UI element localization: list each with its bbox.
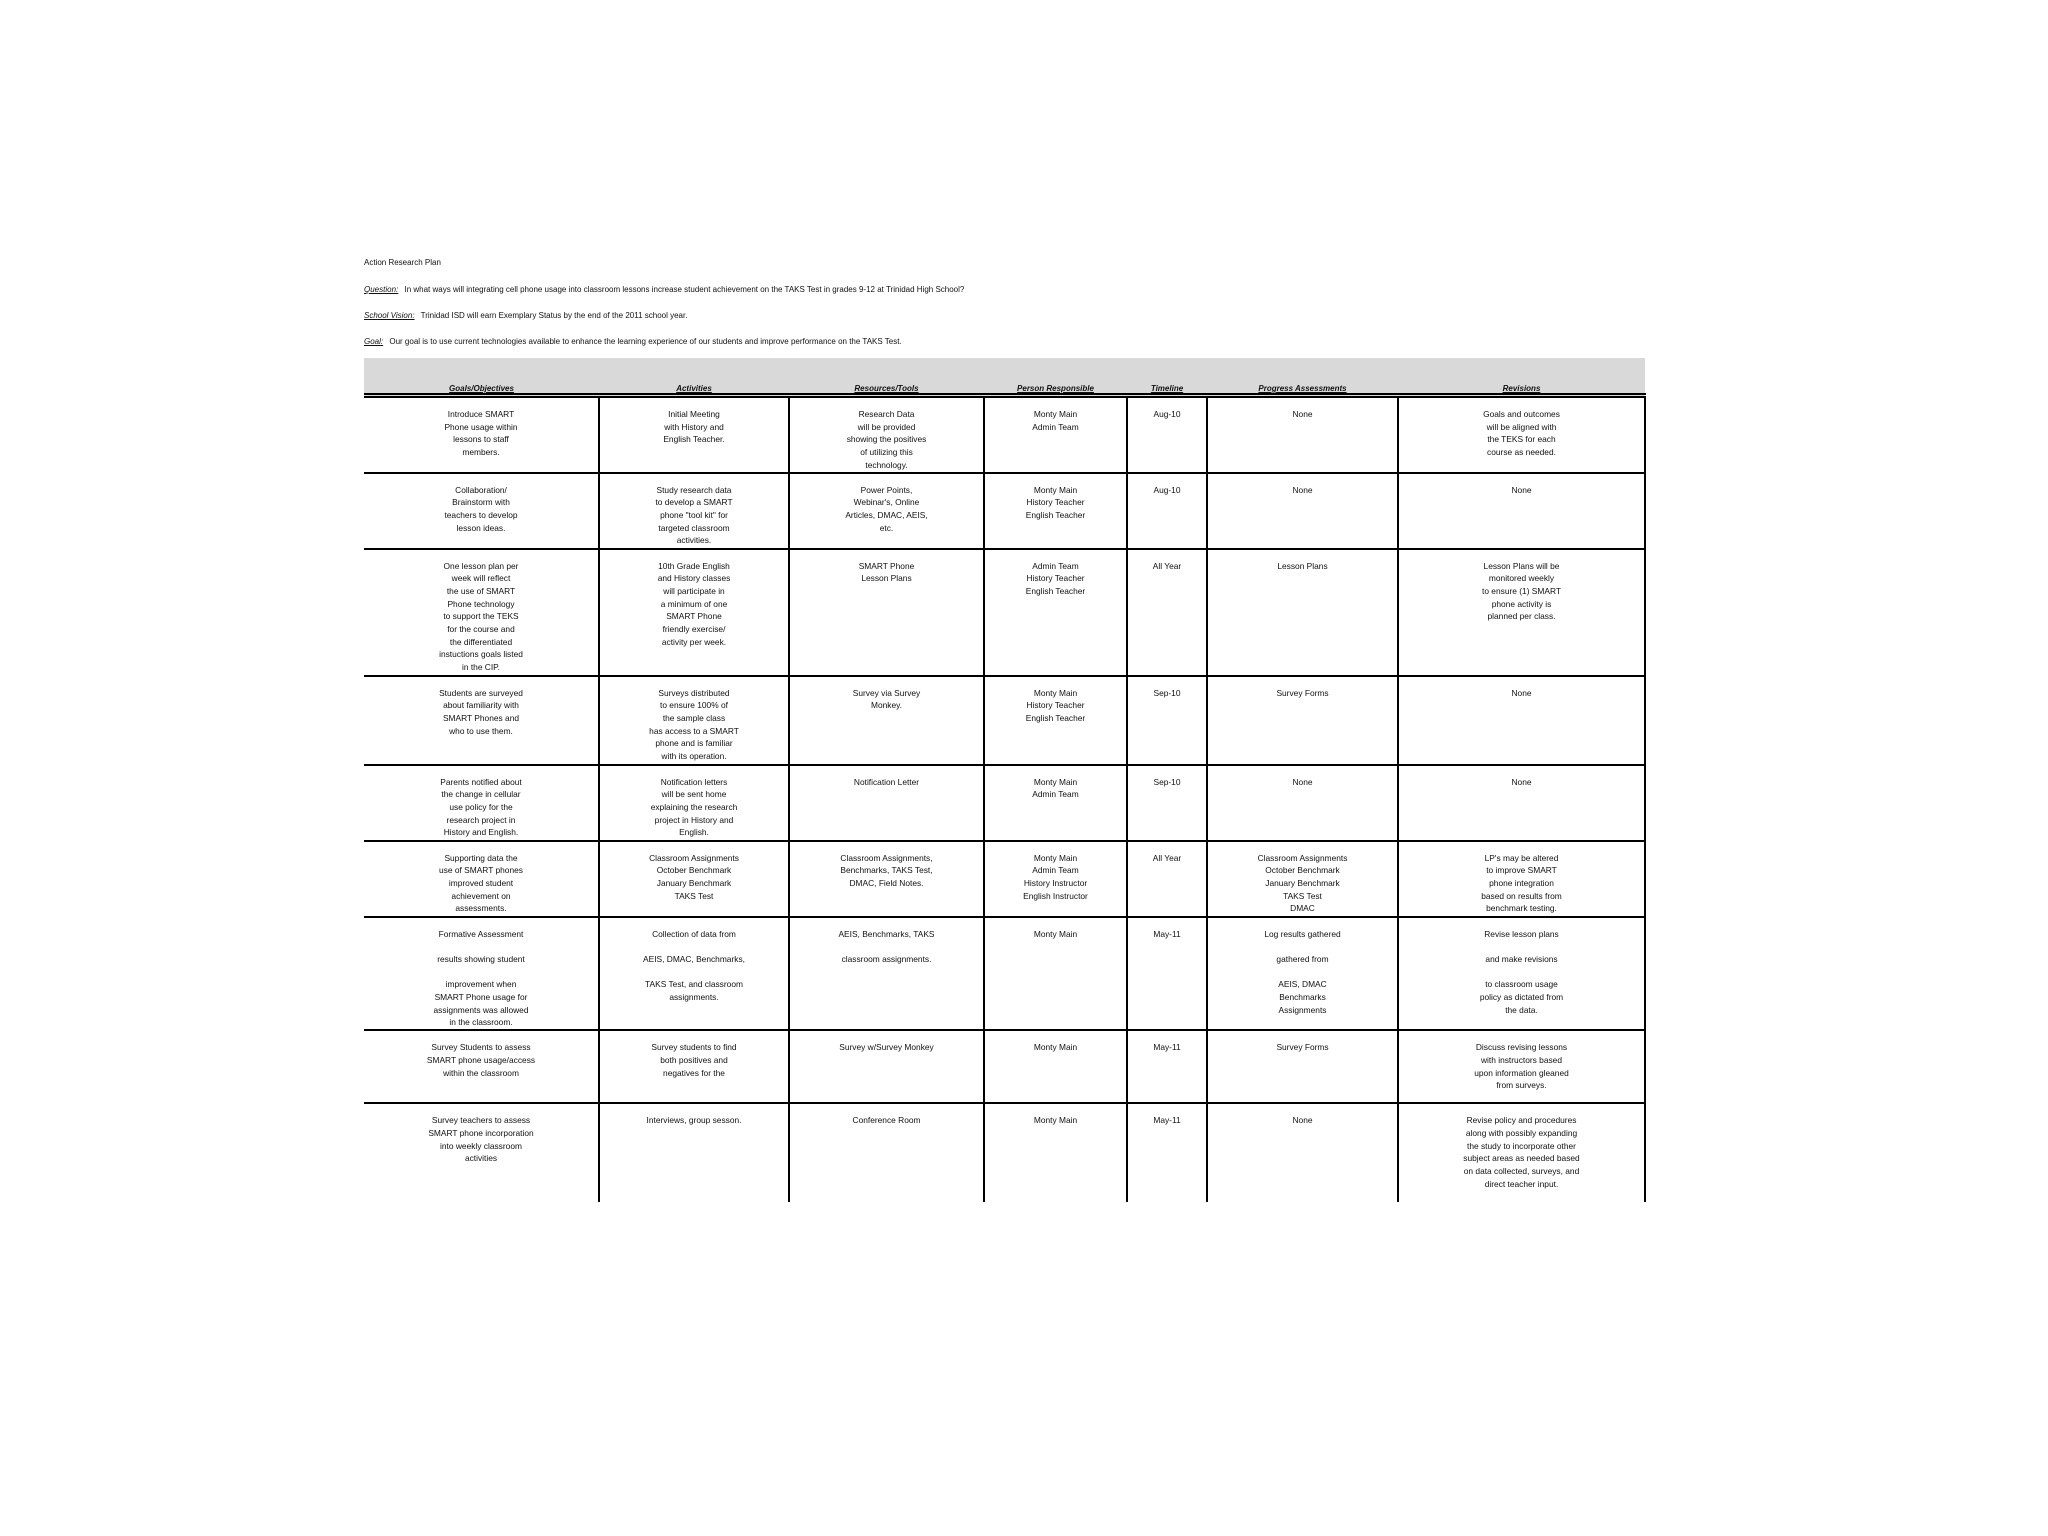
table-cell: [1127, 1030, 1207, 1103]
cell-text: Monty Main: [1033, 928, 1078, 939]
table-row: [364, 765, 1645, 841]
cell-text: Classroom Assignments October Benchmark January Benchmark TAKS Test: [649, 852, 739, 901]
table-cell: [1398, 396, 1645, 473]
cell-text: Surveys distributed to ensure 100% of the sample class has access to a SMART phone and is familiar with its operation.: [649, 687, 739, 762]
school-vision-line: [364, 310, 1649, 322]
cell-text: None: [1292, 776, 1313, 787]
cell-text: Survey via Survey Monkey.: [852, 687, 921, 711]
table-cell: [1127, 765, 1207, 841]
table-cell: [364, 1030, 599, 1103]
cell-text: May-11: [1153, 928, 1181, 939]
goal-line: [364, 336, 1649, 348]
column-header: Revisions: [1398, 370, 1645, 396]
cell-text: None: [1511, 776, 1532, 787]
table-cell: [1398, 765, 1645, 841]
cell-text: 10th Grade English and History classes will participate in a minimum of one SMART Phone friendly exercise/ activity per week.: [657, 560, 731, 647]
cell-text: Monty Main History Teacher English Teacher: [1025, 484, 1086, 520]
school-vision-text: Trinidad ISD will earn Exemplary Status by the end of the 2011 school year.: [420, 311, 688, 320]
table-row: [364, 917, 1645, 1031]
action-plan-table: [364, 358, 1646, 1202]
table-cell: [1207, 1030, 1398, 1103]
question-line: [364, 284, 1649, 296]
cell-text: Survey Students to assess SMART phone usage/access within the classroom: [426, 1042, 536, 1078]
school-vision-label: School Vision:: [364, 311, 415, 320]
table-cell: [599, 396, 789, 473]
table-cell: [1127, 841, 1207, 917]
table-row: [364, 473, 1645, 549]
table-cell: [1127, 676, 1207, 765]
cell-text: Interviews, group sesson.: [646, 1115, 742, 1126]
table-cell: [364, 1103, 599, 1202]
cell-text: Survey teachers to assess SMART phone incorporation into weekly classroom activities: [428, 1115, 534, 1164]
table-cell: [1127, 396, 1207, 473]
table-cell: [364, 841, 599, 917]
table-cell: [1127, 1103, 1207, 1202]
cell-text: Monty Main History Teacher English Teacher: [1025, 687, 1086, 723]
cell-text: None: [1292, 1115, 1313, 1126]
cell-text: Monty Main Admin Team: [1032, 776, 1079, 800]
table-cell: [1207, 917, 1398, 1031]
column-header: Person Responsible: [984, 370, 1127, 396]
table-cell: [984, 473, 1127, 549]
table-cell: [1127, 917, 1207, 1031]
cell-text: Survey students to find both positives and negatives for the: [651, 1042, 737, 1078]
table-cell: [984, 1103, 1127, 1202]
cell-text: Conference Room: [852, 1115, 921, 1126]
header-band: [364, 358, 1645, 370]
cell-text: Goals and outcomes will be aligned with the TEKS for each course as needed.: [1483, 409, 1560, 458]
table-cell: [1207, 1103, 1398, 1202]
table-cell: [364, 473, 599, 549]
column-header: Progress Assessments: [1207, 370, 1398, 396]
table-cell: [364, 396, 599, 473]
cell-text: All Year: [1152, 852, 1182, 863]
table-cell: [364, 917, 599, 1031]
table-cell: [984, 765, 1127, 841]
cell-text: Monty Main Admin Team History Instructor English Instructor: [1023, 852, 1088, 901]
cell-text: Revise policy and procedures along with possibly expanding the study to incorporate other subject areas as needed based on data collected, surveys, and direct teacher input.: [1463, 1115, 1580, 1189]
table-cell: [599, 473, 789, 549]
table-row: [364, 396, 1645, 473]
table-cell: [984, 396, 1127, 473]
table-cell: [1207, 765, 1398, 841]
table-cell: [789, 765, 984, 841]
table-row: [364, 676, 1645, 765]
table-cell: [789, 917, 984, 1031]
column-header: Goals/Objectives: [364, 370, 599, 396]
cell-text: Classroom Assignments October Benchmark January Benchmark TAKS Test DMAC: [1257, 852, 1348, 914]
cell-text: SMART Phone Lesson Plans: [858, 560, 915, 584]
table-cell: [1398, 676, 1645, 765]
table-cell: [984, 549, 1127, 676]
table-row: [364, 549, 1645, 676]
table-cell: [1207, 841, 1398, 917]
cell-text: Introduce SMART Phone usage within lessons to staff members.: [444, 409, 518, 458]
cell-text: Research Data will be provided showing the positives of utilizing this technology.: [846, 409, 927, 470]
table-cell: [984, 676, 1127, 765]
table-cell: [1127, 549, 1207, 676]
table-cell: [364, 765, 599, 841]
table-cell: [789, 676, 984, 765]
table-cell: [984, 841, 1127, 917]
table-cell: [599, 1030, 789, 1103]
cell-text: Sep-10: [1153, 687, 1181, 698]
cell-text: Collaboration/ Brainstorm with teachers to develop lesson ideas.: [444, 484, 518, 533]
cell-text: All Year: [1152, 560, 1182, 571]
cell-text: Power Points, Webinar's, Online Articles, DMAC, AEIS, etc.: [845, 484, 928, 533]
table-cell: [789, 396, 984, 473]
table-cell: [364, 676, 599, 765]
table-cell: [599, 917, 789, 1031]
table-cell: [1398, 1030, 1645, 1103]
table-cell: [984, 917, 1127, 1031]
table-cell: [1398, 841, 1645, 917]
table-cell: [1398, 1103, 1645, 1202]
cell-text: Notification Letter: [853, 776, 920, 787]
table-header-row: [364, 370, 1645, 396]
table-cell: [789, 473, 984, 549]
cell-text: Students are surveyed about familiarity with SMART Phones and who to use them.: [439, 687, 523, 736]
question-label: Question:: [364, 285, 399, 294]
table-cell: [599, 676, 789, 765]
question-text: In what ways will integrating cell phone usage into classroom lessons increase student achievement on the TAKS Test in grades 9-12 at Trinidad High School?: [404, 285, 965, 294]
cell-text: Formative Assessment results showing student improvement when SMART Phone usage for assignments was allowed in the classroom.: [433, 928, 529, 1028]
cell-text: Admin Team History Teacher English Teacher: [1025, 560, 1086, 596]
cell-text: None: [1511, 484, 1532, 495]
document-title: Action Research Plan: [364, 258, 441, 267]
table-cell: [599, 765, 789, 841]
document-header: [364, 257, 1649, 362]
cell-text: Survey Forms: [1276, 687, 1329, 698]
goal-text: Our goal is to use current technologies available to enhance the learning experience of our students and improve performance on the TAKS Test.: [389, 337, 902, 346]
table-cell: [789, 549, 984, 676]
table-cell: [599, 549, 789, 676]
column-header: Resources/Tools: [789, 370, 984, 396]
table-row: [364, 1103, 1645, 1202]
cell-text: May-11: [1153, 1042, 1181, 1053]
cell-text: Initial Meeting with History and English Teacher.: [663, 409, 725, 445]
table-cell: [1207, 549, 1398, 676]
table-cell: [1398, 473, 1645, 549]
cell-text: Survey w/Survey Monkey: [839, 1042, 934, 1053]
cell-text: Sep-10: [1153, 776, 1181, 787]
cell-text: Lesson Plans will be monitored weekly to ensure (1) SMART phone activity is planned per class.: [1482, 560, 1561, 622]
table-cell: [789, 1103, 984, 1202]
cell-text: Monty Main: [1033, 1115, 1078, 1126]
table-cell: [599, 841, 789, 917]
column-header: Activities: [599, 370, 789, 396]
cell-text: LP's may be altered to improve SMART phone integration based on results from benchmark testing.: [1481, 852, 1562, 914]
table-cell: [789, 841, 984, 917]
table-cell: [1398, 917, 1645, 1031]
cell-text: Revise lesson plans and make revisions to classroom usage policy as dictated from the data.: [1479, 928, 1564, 1015]
cell-text: Collection of data from AEIS, DMAC, Benchmarks, TAKS Test, and classroom assignments.: [643, 928, 745, 1003]
cell-text: Aug-10: [1153, 484, 1181, 495]
cell-text: Discuss revising lessons with instructors based upon information gleaned from surveys.: [1474, 1042, 1569, 1091]
table-cell: [599, 1103, 789, 1202]
cell-text: May-11: [1153, 1115, 1181, 1126]
table-cell: [789, 1030, 984, 1103]
column-header: Timeline: [1127, 370, 1207, 396]
table-cell: [1398, 549, 1645, 676]
cell-text: Supporting data the use of SMART phones improved student achievement on assessments.: [439, 852, 523, 914]
cell-text: None: [1511, 687, 1532, 698]
cell-text: None: [1292, 484, 1313, 495]
table-cell: [1207, 396, 1398, 473]
cell-text: None: [1292, 409, 1313, 419]
table-row: [364, 1030, 1645, 1103]
goal-label: Goal:: [364, 337, 384, 346]
table-cell: [1207, 473, 1398, 549]
table-cell: [364, 549, 599, 676]
cell-text: One lesson plan per week will reflect the use of SMART Phone technology to support the TEKS for the course and the differentiated instuctions goals listed in the CIP.: [439, 560, 523, 673]
table-cell: [1127, 473, 1207, 549]
cell-text: Survey Forms: [1276, 1042, 1329, 1053]
cell-text: Monty Main: [1033, 1042, 1078, 1053]
cell-text: AEIS, Benchmarks, TAKS classroom assignments.: [838, 928, 935, 964]
cell-text: Parents notified about the change in cellular use policy for the research project in History and English.: [440, 776, 522, 838]
cell-text: Lesson Plans: [1277, 560, 1328, 571]
table-cell: [984, 1030, 1127, 1103]
cell-text: Notification letters will be sent home explaining the research project in History and English.: [650, 776, 738, 838]
cell-text: Monty Main Admin Team: [1032, 409, 1079, 432]
cell-text: Study research data to develop a SMART phone "tool kit" for targeted classroom activities.: [655, 484, 733, 546]
cell-text: Aug-10: [1153, 409, 1181, 419]
cell-text: Classroom Assignments, Benchmarks, TAKS Test, DMAC, Field Notes.: [840, 852, 933, 888]
table-cell: [1207, 676, 1398, 765]
cell-text: Log results gathered gathered from AEIS, DMAC Benchmarks Assignments: [1264, 928, 1341, 1015]
table-row: [364, 841, 1645, 917]
